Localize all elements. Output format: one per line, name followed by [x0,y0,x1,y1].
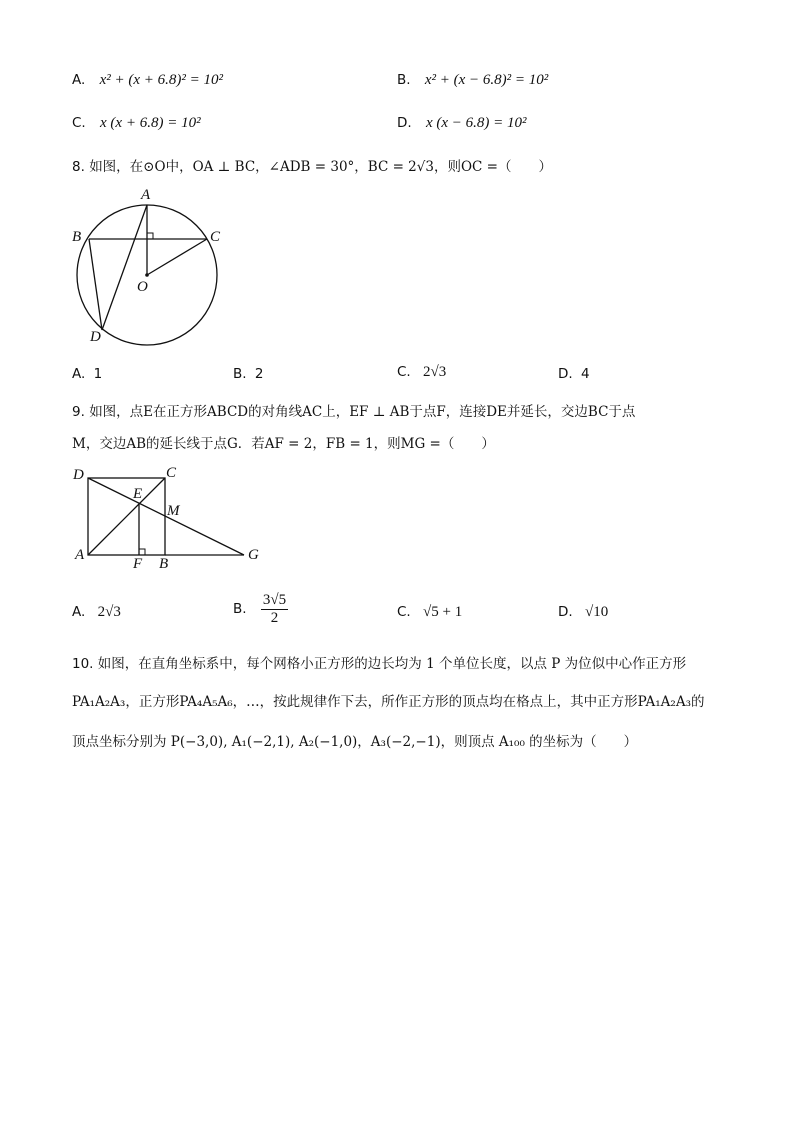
label-g: G [248,547,259,563]
q7-option-c: C. x (x + 6.8) = 10² [72,115,201,131]
q8-option-b: B. 2 [233,366,264,382]
q7-option-a: A. x² + (x + 6.8)² = 10² [72,72,224,88]
label-b2: B [159,556,169,572]
q7-option-b-expr: x² + (x − 6.8)² = 10² [424,72,549,88]
right-angle-mark [147,233,153,239]
q9-number: 9. [72,404,85,420]
q9-stem-line1: 9. 如图，点E在正方形ABCD的对角线AC上，EF ⊥ AB于点F，连接DE并延长，交边BC于点 [72,404,636,420]
q10-number: 10. [72,656,94,672]
segment-ad [102,205,147,330]
label-d2: D [73,467,84,483]
label-c2: C [166,465,177,481]
label-a2: A [75,547,85,563]
q8-number: 8. [72,159,85,175]
q7-option-d-expr: x (x − 6.8) = 10² [425,115,527,131]
q10-line1: 10. 如图，在直角坐标系中，每个网格小正方形的边长均为 1 个单位长度，以点 P 为位似中心作正方形 [72,656,687,672]
q9-stem-line2: M，交边AB的延长线于点G．若AF = 2，FB = 1，则MG =（ ） [72,436,495,452]
q9-option-c: C. √5 + 1 [397,604,463,620]
center-point [145,273,149,277]
q10-line3: 顶点坐标分别为 P(−3,0), A₁(−2,1), A₂(−1,0)，A₃(−2,−1)，则顶点 A₁₀₀ 的坐标为（ ） [72,734,638,750]
q9-option-a: A. 2√3 [72,604,121,620]
label-c: C [210,229,221,245]
q8-text: 如图，在⊙O中，OA ⊥ BC，∠ADB = 30°，BC = 2√3，则OC =（ ） [89,159,552,175]
q10-line2: PA₁A₂A₃，正方形PA₄A₅A₆，…，按此规律作下去，所作正方形的顶点均在格点上，其中正方形PA₁A₂A₃的 [72,694,705,710]
q7-option-a-expr: x² + (x + 6.8)² = 10² [99,72,224,88]
q9-option-b: B. $\frac{3√5}{2}$ [233,592,287,626]
q9-option-d: D. √10 [558,604,609,620]
q7-option-c-expr: x (x + 6.8) = 10² [100,115,201,131]
label-d: D [90,329,101,345]
diagonal-ac [88,478,165,555]
q9-option-b-fraction: $\frac{3√5}{2}$ [262,592,287,626]
q8-option-a: A. 1 [72,366,103,382]
label-b: B [72,229,82,245]
segment-oc [147,239,207,275]
q7-option-d: D. x (x − 6.8) = 10² [397,115,527,131]
label-e: E [133,486,143,502]
label-a: A [141,187,151,203]
right-angle-mark-f [139,549,145,555]
label-f: F [133,556,143,572]
label-o: O [137,279,148,295]
q8-stem [72,155,552,175]
label-m: M [167,503,180,519]
line-dg [88,478,244,555]
q8-option-c: C. 2√3 [397,364,447,380]
q7-option-b: B. x² + (x − 6.8)² = 10² [397,72,549,88]
q8-option-d: D. 4 [558,366,590,382]
q8-circle-figure [60,185,240,355]
